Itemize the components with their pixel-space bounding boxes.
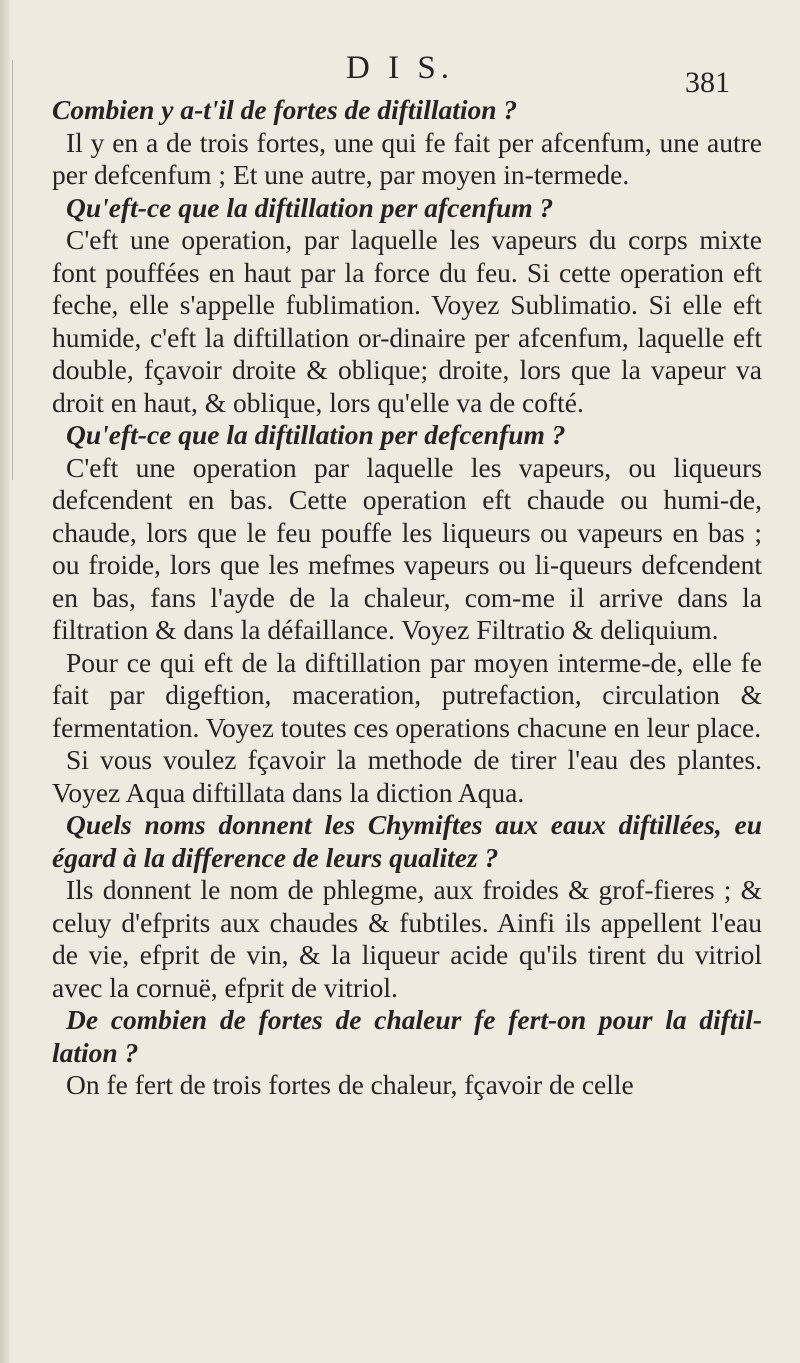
question-distillation-kinds: Combien y a-t'il de fortes de diftillation ? bbox=[52, 94, 518, 125]
running-head: D I S. bbox=[346, 50, 454, 86]
answer-distilled-water-names: Ils donnent le nom de phlegme, aux froides & grof-fieres ; & celuy d'efprits aux chaudes & fubtiles. Ainfi ils appellent l'eau de vie, efprit de vin, & la liqueur acide qu'ils tirent du vitriol avec la cornuë, efprit de vitriol. bbox=[52, 874, 762, 1003]
margin-rule bbox=[12, 60, 13, 480]
paragraph-plant-water: Si vous voulez fçavoir la methode de tirer l'eau des plantes. Voyez Aqua diftillata dans la diction Aqua. bbox=[52, 744, 762, 808]
answer-per-descensum: C'eft une operation par laquelle les vapeurs, ou liqueurs defcendent en bas. Cette operation eft chaude ou humi-de, chaude, lors que le feu pouffe les liqueurs ou vapeurs en bas ; ou froide, lors que les mefmes vapeurs ou li-queurs defcendent en bas, fans l'ayde de la chaleur, com-me il arrive dans la filtration & dans la défaillance. Voyez Filtratio & deliquium. bbox=[52, 451, 762, 645]
question-distilled-water-names: Quels noms donnent les Chymiftes aux eaux diftillées, eu égard à la difference de leurs qualitez ? bbox=[52, 809, 762, 873]
paragraph-intermediate-distillation: Pour ce qui eft de la diftillation par moyen interme-de, elle fe fait par digeftion, maceration, putrefaction, circulation & fermentation. Voyez toutes ces operations chacune en leur place. bbox=[52, 646, 762, 743]
answer-per-ascensum: C'eft une operation, par laquelle les vapeurs du corps mixte font pouffées en haut par la force du feu. Si cette operation eft feche, elle s'appelle fublimation. Voyez Sublimatio. Si elle eft humide, c'eft la diftillation or-dinaire per afcenfum, laquelle eft double, fçavoir droite & oblique; droite, lors que la vapeur va droit en haut, & oblique, lors qu'elle va de cofté. bbox=[52, 224, 762, 418]
question-per-descensum: Qu'eft-ce que la diftillation per defcenfum ? bbox=[66, 419, 566, 450]
page-number: 381 bbox=[685, 66, 730, 99]
question-kinds-of-heat: De combien de fortes de chaleur fe fert-on pour la diftil-lation ? bbox=[52, 1004, 762, 1068]
page-binding-edge bbox=[0, 0, 10, 1363]
answer-distillation-kinds: Il y en a de trois fortes, une qui fe fait per afcenfum, une autre per defcenfum ; Et une autre, par moyen in-termede. bbox=[52, 126, 762, 190]
page-text bbox=[52, 94, 762, 1102]
question-per-ascensum: Qu'eft-ce que la diftillation per afcenfum ? bbox=[66, 191, 554, 223]
answer-kinds-of-heat: On fe fert de trois fortes de chaleur, fçavoir de celle bbox=[66, 1069, 634, 1100]
